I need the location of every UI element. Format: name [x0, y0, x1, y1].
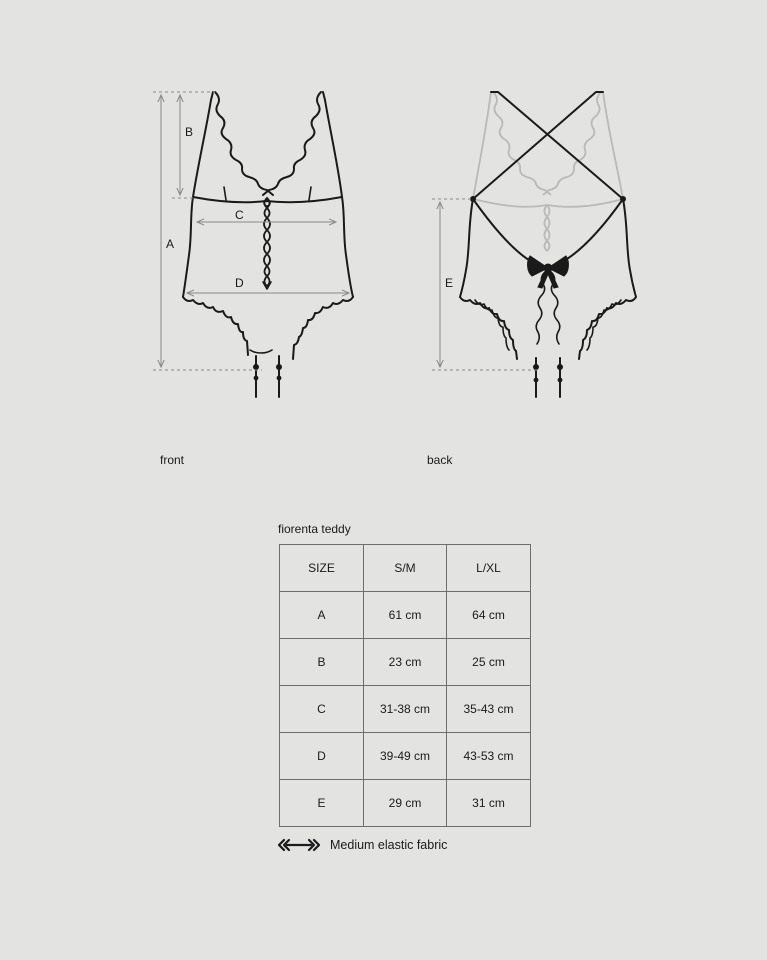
table-cell: 43-53 cm [447, 733, 531, 780]
label-c: C [235, 208, 244, 222]
table-cell: D [280, 733, 364, 780]
size-table [279, 544, 531, 827]
table-cell: 64 cm [447, 592, 531, 639]
label-d: D [235, 276, 244, 290]
back-view [460, 92, 636, 397]
table-header-cell: SIZE [280, 545, 364, 592]
technical-drawing [0, 0, 767, 430]
table-header-row [280, 545, 531, 592]
front-view [183, 92, 353, 397]
table-header-cell: L/XL [447, 545, 531, 592]
label-e: E [445, 276, 454, 290]
table-cell: 35-43 cm [447, 686, 531, 733]
table-title: fiorenta teddy [278, 522, 351, 536]
table-cell: A [280, 592, 364, 639]
caption-front: front [160, 453, 185, 467]
label-b: B [185, 125, 194, 139]
front-dimension-lines [153, 92, 349, 370]
front-dimension-labels [166, 125, 244, 290]
label-a: A [166, 237, 175, 251]
table-row [280, 639, 531, 686]
table-header-cell: S/M [364, 545, 447, 592]
table-cell: 29 cm [364, 780, 447, 827]
table-row [280, 592, 531, 639]
table-cell: 61 cm [364, 592, 447, 639]
bow-icon [528, 256, 569, 288]
double-arrow-icon [278, 838, 320, 852]
legend-text: Medium elastic fabric [330, 838, 448, 852]
table-row [280, 686, 531, 733]
table-cell: C [280, 686, 364, 733]
table-cell: 39-49 cm [364, 733, 447, 780]
table-cell: 31-38 cm [364, 686, 447, 733]
table-row [280, 780, 531, 827]
table-cell: 31 cm [447, 780, 531, 827]
table-cell: E [280, 780, 364, 827]
table-cell: B [280, 639, 364, 686]
caption-back: back [427, 453, 453, 467]
table-cell: 25 cm [447, 639, 531, 686]
fabric-legend [278, 838, 447, 852]
table-row [280, 733, 531, 780]
table-cell: 23 cm [364, 639, 447, 686]
